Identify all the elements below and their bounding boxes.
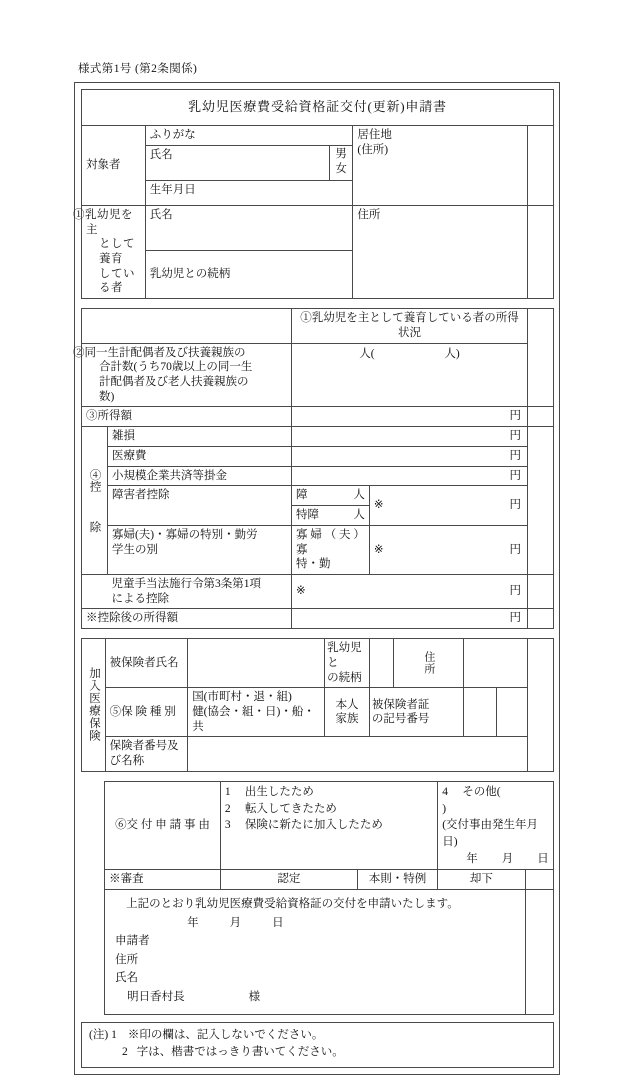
- review-column-2[interactable]: 却下: [438, 870, 525, 890]
- application-reason-row: [81, 781, 554, 869]
- insured-name-field[interactable]: [188, 639, 325, 688]
- addressee-row: [127, 988, 520, 1007]
- occurrence-month: 月: [502, 853, 514, 865]
- occurrence-day: 日: [537, 853, 549, 865]
- occurrence-date-label: (交付事由発生年月日): [442, 817, 549, 850]
- dependents-row: [82, 343, 554, 407]
- review-left-margin: [81, 870, 105, 890]
- reason-block: [81, 781, 554, 1015]
- dependents-unit-open: 人(: [359, 348, 374, 360]
- insurance-type-label: ⑤保 険 種 別: [105, 688, 188, 737]
- income-amount-label: ③所得額: [82, 407, 292, 427]
- right-margin-cell-4: [528, 407, 554, 427]
- deduction-field-0[interactable]: 円: [292, 427, 528, 447]
- child-allowance-mark: ※: [296, 585, 306, 597]
- insurer-label: [105, 737, 188, 771]
- deduction-label-top: ④控: [88, 469, 100, 492]
- insurer-row: [82, 737, 554, 771]
- deduction-label-bottom: 除: [88, 521, 100, 533]
- target-person-label: 対象者: [82, 126, 146, 206]
- residence-label: 居住地: [357, 128, 523, 143]
- insurance-holder-family[interactable]: 家族: [326, 712, 368, 727]
- cert-number-label-line2: の記号番号: [372, 712, 461, 727]
- dependents-label-line4: 数): [86, 390, 287, 405]
- insurer-label-line1: 保険者番号及: [110, 739, 184, 754]
- widow-label-line1: 寡婦(夫)・寡婦の特別・勤労: [112, 528, 287, 543]
- right-margin-cell-1: [528, 126, 554, 206]
- disability-yen: 円: [510, 498, 524, 513]
- widow-label: [107, 525, 291, 574]
- dependents-unit-close: 人): [444, 348, 459, 360]
- note-item-1: [89, 1044, 549, 1062]
- income-header-blank: [82, 309, 292, 343]
- after-deduction-label: ※控除後の所得額: [82, 609, 292, 629]
- insured-name-row: [82, 639, 554, 688]
- insured-name-label: 被保険者氏名: [105, 639, 188, 688]
- applicant-name-label[interactable]: 氏名: [115, 969, 520, 988]
- guardian-label: [82, 205, 146, 298]
- insurance-type-option-line2[interactable]: 健(協会・組・日)・船・共: [192, 705, 320, 734]
- insurance-block: [81, 638, 554, 772]
- block-gap-3: [81, 772, 554, 781]
- disability-counts[interactable]: [292, 486, 370, 525]
- insurer-field[interactable]: [188, 737, 528, 771]
- deduction-section-label: [82, 427, 108, 575]
- widow-label-line2: 学生の別: [112, 543, 287, 558]
- form-outer-frame: [74, 82, 560, 1075]
- application-reason-options[interactable]: [220, 781, 437, 869]
- applicant-block: [81, 89, 554, 300]
- income-amount-row: [82, 407, 554, 427]
- insured-relation-label: [325, 639, 370, 688]
- child-allowance-label: [107, 574, 291, 608]
- notes-tag: (注): [89, 1029, 108, 1041]
- target-name-label[interactable]: 氏名: [145, 145, 329, 180]
- dependents-label: [82, 343, 292, 407]
- guardian-label-line3: している者: [86, 267, 141, 296]
- deduction-row-child-allowance: [82, 574, 554, 608]
- declaration-date[interactable]: [187, 914, 520, 933]
- disability-label: 障害者控除: [107, 486, 291, 525]
- declaration-year: 年: [187, 917, 200, 929]
- widow-amount-field[interactable]: [369, 525, 527, 574]
- guardian-relation-label[interactable]: 乳幼児との続柄: [145, 250, 353, 298]
- income-header-row: [82, 309, 554, 343]
- widow-choices[interactable]: [292, 525, 370, 574]
- disability-sub-unit-0: 人: [353, 488, 365, 503]
- guardian-name-row: [82, 205, 554, 250]
- occurrence-year: 年: [466, 853, 478, 865]
- note-0-text: ※印の欄は、記入しないでください。: [128, 1029, 324, 1041]
- gender-female[interactable]: 女: [330, 162, 353, 177]
- block-gap-4: [81, 1015, 554, 1022]
- insured-relation-label-line1: 乳幼児と: [327, 641, 367, 670]
- reason-option-1[interactable]: [225, 801, 433, 818]
- right-margin-cell-8: [528, 639, 554, 772]
- reason-other-row[interactable]: [442, 784, 549, 817]
- review-label: ※審査: [105, 870, 221, 890]
- reason-left-margin: [81, 781, 105, 869]
- income-amount-field[interactable]: 円: [292, 407, 528, 427]
- title-row: [82, 89, 554, 126]
- deduction-label-1: 医療費: [107, 446, 291, 466]
- reason-option-0[interactable]: [225, 784, 433, 801]
- right-margin-cell-2: [528, 205, 554, 298]
- insurer-label-line2: び名称: [110, 754, 184, 769]
- form-number: 様式第1号 (第2条関係): [78, 64, 560, 76]
- insurance-type-options[interactable]: [188, 688, 325, 737]
- addressee-name: 明日香村長: [127, 991, 185, 1003]
- cert-number-label-line1: 被保険者証: [372, 698, 461, 713]
- dependents-label-line3: 計配偶者及び老人扶養親族の: [86, 375, 287, 390]
- application-reason-label: ⑥交 付 申 請 事 由: [105, 781, 221, 869]
- reason-option-0-text: 出生したため: [245, 786, 314, 798]
- reason-option-2-text: 保険に新たに加入したため: [245, 819, 383, 831]
- reason-other-close: ): [442, 803, 446, 815]
- deduction-field-2[interactable]: 円: [292, 466, 528, 486]
- insurance-type-option-line1[interactable]: 国(市町村・退・組): [192, 690, 320, 705]
- disability-sub-unit-1: 人: [353, 508, 365, 523]
- child-allowance-left-spacer: [82, 574, 108, 608]
- reason-option-0-number: 1: [225, 784, 245, 801]
- right-margin-cell-6: [528, 574, 554, 608]
- cert-number-field-2[interactable]: [497, 688, 528, 737]
- child-allowance-label-line1: 児童手当法施行令第3条第1項: [111, 577, 287, 592]
- declaration-block: [105, 889, 525, 1014]
- deduction-field-1[interactable]: 円: [292, 446, 528, 466]
- insurance-holder-select[interactable]: [325, 688, 370, 737]
- after-deduction-field[interactable]: 円: [292, 609, 528, 629]
- residence-sub-label: (住所): [357, 143, 523, 158]
- reason-option-2-number: 3: [225, 817, 245, 834]
- reason-option-2[interactable]: [225, 817, 433, 834]
- declaration-day: 日: [272, 917, 285, 929]
- declaration-month: 月: [230, 917, 243, 929]
- deduction-row-zasson: [82, 427, 554, 447]
- insurance-section-label-text: 加入医療保険: [88, 667, 100, 742]
- right-margin-cell-9: [525, 870, 553, 890]
- deduction-row-medical: [82, 446, 554, 466]
- applicant-address-label[interactable]: 住所: [115, 951, 520, 970]
- insurance-section-label: [82, 639, 106, 772]
- note-0-number: 1: [111, 1029, 117, 1041]
- reason-other-field[interactable]: [438, 781, 554, 869]
- deduction-label-0: 雑損: [107, 427, 291, 447]
- form-title: 乳幼児医療費受給資格証交付(更新)申請書: [82, 89, 554, 126]
- right-margin-cell-3: [528, 309, 554, 407]
- review-column-1[interactable]: 本則・特例: [357, 870, 437, 890]
- target-furigana-row: [82, 126, 554, 146]
- review-column-0[interactable]: 認定: [220, 870, 357, 890]
- guardian-label-line2: として養育: [86, 237, 141, 266]
- insured-relation-label-line2: の続柄: [327, 671, 367, 686]
- insured-address-label-text: 住所: [423, 651, 434, 675]
- note-item-0: [89, 1027, 549, 1045]
- dependents-label-line2: 合計数(うち70歳以上の同一生: [86, 360, 287, 375]
- review-row: [81, 870, 554, 890]
- gender-male[interactable]: 男: [330, 147, 353, 162]
- insurance-holder-self[interactable]: 本人: [326, 698, 368, 713]
- guardian-label-line1: ①乳幼児を主: [86, 208, 141, 237]
- after-deduction-row: [82, 609, 554, 629]
- disability-sub-label-1: 特障: [296, 509, 319, 521]
- block-gap-2: [81, 629, 554, 638]
- right-margin-cell-5: [528, 427, 554, 575]
- deduction-label-2: 小規模企業共済等掛金: [107, 466, 291, 486]
- disability-sub-row-1[interactable]: [292, 506, 369, 525]
- guardian-address-field[interactable]: [353, 205, 528, 298]
- child-allowance-yen: 円: [510, 584, 524, 599]
- birthdate-label[interactable]: 生年月日: [145, 180, 353, 205]
- income-block: [81, 308, 554, 629]
- deduction-row-disability: [82, 486, 554, 525]
- addressee-honorific: 様: [249, 991, 261, 1003]
- guardian-address-label: 住所: [357, 208, 523, 223]
- insurance-type-row: [82, 688, 554, 737]
- right-margin-cell-7: [528, 609, 554, 629]
- deduction-row-widow: [82, 525, 554, 574]
- income-status-header: ①乳幼児を主として養育している者の所得状況: [292, 309, 528, 343]
- applicant-label: 申請者: [115, 932, 520, 951]
- dependents-count-field[interactable]: [292, 343, 528, 407]
- reason-option-1-text: 転入してきたため: [245, 803, 337, 815]
- block-gap-1: [81, 299, 554, 308]
- declaration-left-margin: [81, 889, 105, 1014]
- child-allowance-field[interactable]: [292, 574, 528, 608]
- widow-choice-line2[interactable]: 特・勤: [296, 557, 365, 572]
- gender-select[interactable]: [329, 145, 353, 180]
- deduction-row-kyosai: [82, 466, 554, 486]
- insured-address-field[interactable]: [464, 639, 528, 688]
- guardian-name-label[interactable]: 氏名: [145, 205, 353, 250]
- disability-mark: ※: [374, 499, 384, 511]
- occurrence-date-field[interactable]: [442, 851, 549, 868]
- cert-number-label: [369, 688, 463, 737]
- reason-other-text: その他(: [462, 786, 500, 798]
- note-1-text: 字は、楷書ではっきり書いてください。: [137, 1046, 344, 1058]
- insured-relation-field[interactable]: [369, 639, 393, 688]
- notes-block: [81, 1022, 554, 1069]
- disability-amount-field[interactable]: [369, 486, 527, 525]
- disability-sub-row-0[interactable]: [292, 486, 369, 506]
- declaration-row: [81, 889, 554, 1014]
- widow-mark: ※: [374, 544, 384, 556]
- declaration-statement: 上記のとおり乳幼児医療費受給資格証の交付を申請いたします。: [126, 895, 520, 914]
- reason-option-1-number: 2: [225, 801, 245, 818]
- widow-yen: 円: [510, 543, 524, 558]
- note-1-number: 2: [122, 1046, 128, 1058]
- disability-sub-label-0: 障: [296, 489, 308, 501]
- child-allowance-label-line2: による控除: [111, 592, 287, 607]
- insured-address-label: [393, 639, 464, 688]
- reason-other-number: 4: [442, 784, 462, 801]
- dependents-label-line1: ②同一生計配偶者及び扶養親族の: [86, 346, 287, 361]
- cert-number-field-1[interactable]: [464, 688, 497, 737]
- right-margin-cell-10: [525, 889, 553, 1014]
- residence-field[interactable]: [353, 126, 528, 206]
- furigana-label[interactable]: ふりがな: [145, 126, 353, 146]
- widow-choice-line1[interactable]: 寡婦（夫）寡: [296, 528, 365, 557]
